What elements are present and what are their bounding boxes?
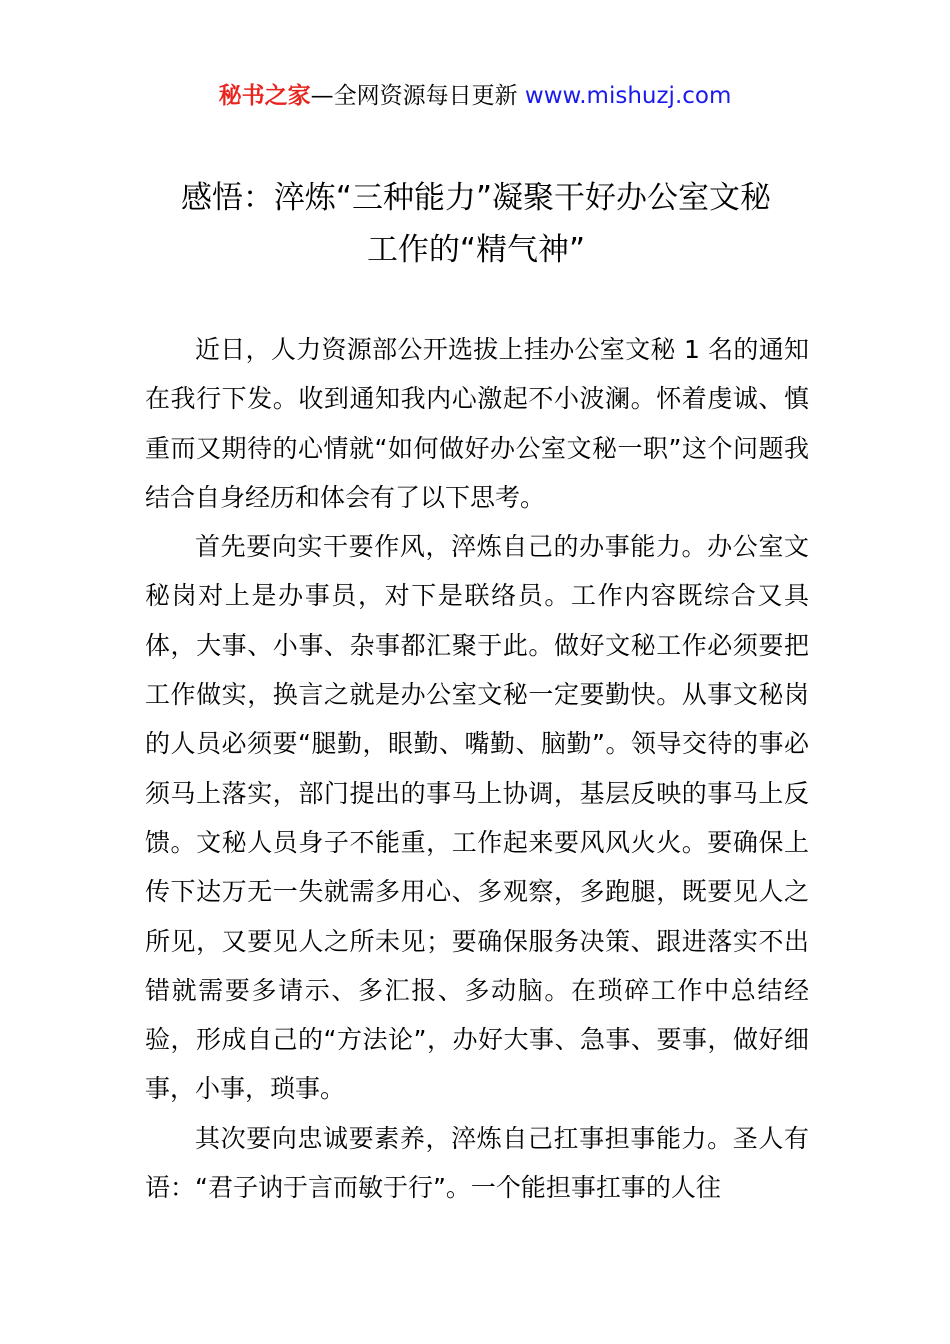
- site-slogan: —全网资源每日更新: [310, 83, 525, 109]
- title-line-2: 工作的“精气神”: [366, 232, 586, 268]
- title-line-1: 感悟：淬炼“三种能力”凝聚干好办公室文秘: [180, 180, 772, 216]
- paragraph-second-point: 其次要向忠诚要素养，淬炼自己扛事担事能力。圣人有语：“君子讷于言而敏于行”。一个能担事扛事的人往: [145, 1123, 809, 1203]
- site-brand: 秘书之家: [218, 83, 311, 109]
- document-body: [145, 325, 809, 1212]
- paragraph-first-point: 首先要向实干要作风，淬炼自己的办事能力。办公室文秘岗对上是办事员，对下是联络员。工作内容既综合又具体，大事、小事、杂事都汇聚于此。做好文秘工作必须要把工作做实，换言之就是办公室文秘一定要勤快。从事文秘岗的人员必须要“腿勤，眼勤、嘴勤、脑勤”。领导交待的事必须马上落实，部门提出的事马上协调，基层反映的事马上反馈。文秘人员身子不能重，工作起来要风风火火。要确保上传下达万无一失就需多用心、多观察，多跑腿，既要见人之所见，又要见人之所未见；要确保服务决策、跟进落实不出错就需要多请示、多汇报、多动脑。在琐碎工作中总结经验，形成自己的“方法论”，办好大事、急事、要事，做好细事，小事，琐事。: [145, 532, 809, 1104]
- site-header: [0, 80, 950, 112]
- site-url-link[interactable]: www.mishuzj.com: [524, 83, 732, 109]
- document-title: [145, 172, 807, 276]
- paragraph-intro: 近日，人力资源部公开选拔上挂办公室文秘 1 名的通知在我行下发。收到通知我内心激起不小波澜。怀着虔诚、慎重而又期待的心情就“如何做好办公室文秘一职”这个问题我结合自身经历和体会有了以下思考。: [145, 335, 809, 512]
